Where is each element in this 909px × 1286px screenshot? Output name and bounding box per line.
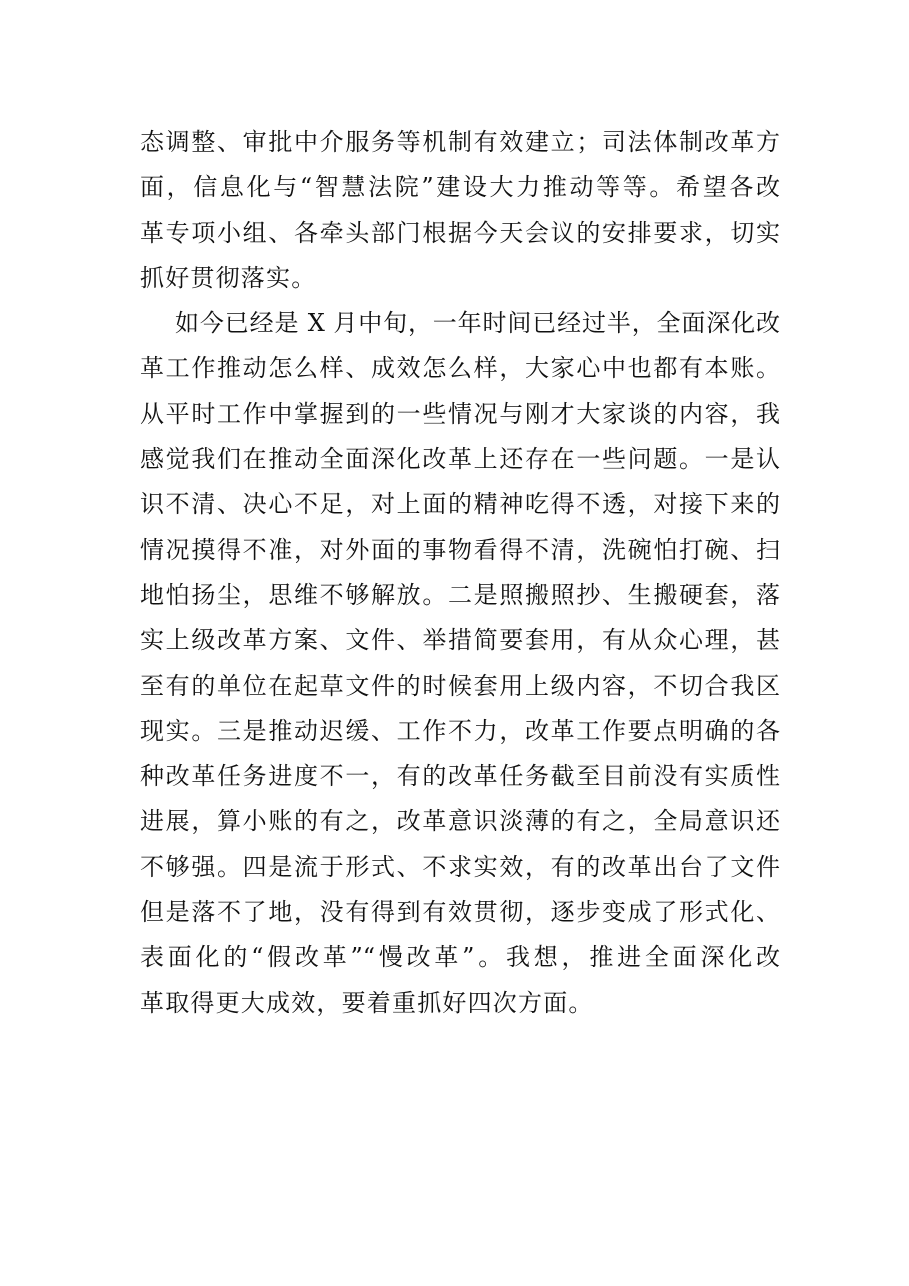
text-line: 感觉我们在推动全面深化改革上还存在一些问题。一是认 <box>140 445 780 474</box>
text-line: 表面化的“假改革”“慢改革”。我想，推进全面深化改 <box>140 943 780 972</box>
paragraph-2 <box>140 301 780 1026</box>
text-line: 面，信息化与“智慧法院”建设大力推动等等。希望各改 <box>140 173 780 202</box>
text-line: 进展，算小账的有之，改革意识淡薄的有之，全局意识还 <box>140 807 780 836</box>
text-line: 地怕扬尘，思维不够解放。二是照搬照抄、生搬硬套，落 <box>140 580 780 609</box>
text-line: 从平时工作中掌握到的一些情况与刚才大家谈的内容，我 <box>140 399 780 428</box>
body-text <box>140 120 780 1026</box>
paragraph-1 <box>140 120 780 301</box>
text-line: 不够强。四是流于形式、不求实效，有的改革出台了文件 <box>140 852 780 881</box>
text-line: 情况摸得不准，对外面的事物看得不清，洗碗怕打碗、扫 <box>140 535 780 564</box>
text-line: 种改革任务进度不一，有的改革任务截至目前没有实质性 <box>140 762 780 791</box>
text-line: 革工作推动怎么样、成效怎么样，大家心中也都有本账。 <box>140 354 780 383</box>
text-line: 实上级改革方案、文件、举措简要套用，有从众心理，甚 <box>140 626 780 655</box>
text-line: 态调整、审批中介服务等机制有效建立；司法体制改革方 <box>140 128 780 156</box>
text-line: 但是落不了地，没有得到有效贯彻，逐步变成了形式化、 <box>140 898 780 927</box>
text-line: 抓好贯彻落实。 <box>140 263 317 292</box>
text-line: 如今已经是 X 月中旬，一年时间已经过半，全面深化改 <box>175 309 780 338</box>
text-line: 革取得更大成效，要着重抓好四次方面。 <box>140 988 594 1017</box>
text-line: 革专项小组、各牵头部门根据今天会议的安排要求，切实 <box>140 218 780 247</box>
text-line: 至有的单位在起草文件的时候套用上级内容，不切合我区 <box>140 671 780 700</box>
text-line: 现实。三是推动迟缓、工作不力，改革工作要点明确的各 <box>140 716 780 745</box>
text-line: 识不清、决心不足，对上面的精神吃得不透，对接下来的 <box>140 490 780 519</box>
